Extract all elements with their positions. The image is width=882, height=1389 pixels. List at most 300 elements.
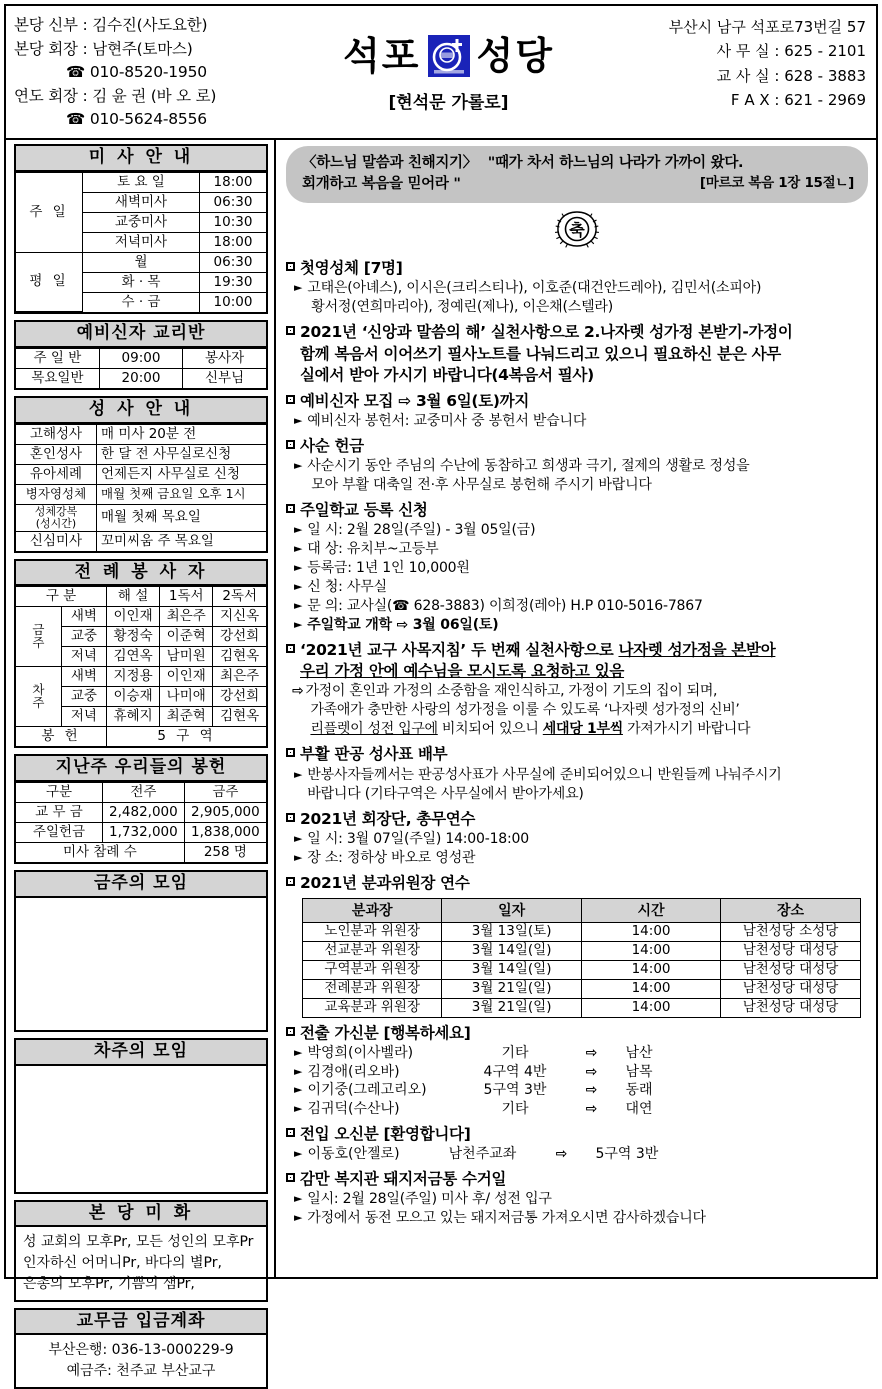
triangle-bullet-icon: ► bbox=[294, 523, 303, 537]
offering-col-division: 구분 bbox=[16, 783, 103, 803]
sacrament-detail: 꼬미씨움 주 목요일 bbox=[97, 531, 267, 551]
triangle-bullet-icon: ► bbox=[294, 1146, 303, 1160]
offering-summary-title: 지난주 우리들의 봉헌 bbox=[16, 756, 266, 782]
liturgy-mass-time: 새벽 bbox=[61, 607, 106, 627]
notice-subitem-text bbox=[307, 279, 868, 317]
notice-catechumen-recruitment bbox=[286, 391, 868, 431]
church-name-right: 성당 bbox=[476, 34, 554, 78]
offering-col-this-week: 금주 bbox=[184, 783, 266, 803]
catechumen-class-title: 예비신자 교리반 bbox=[16, 322, 266, 348]
yeondo-president-line: 연도 회장 : 김 윤 권 (바 오 로) bbox=[14, 86, 217, 105]
diocesan-note-text bbox=[305, 682, 868, 739]
liturgy-commentator: 이승재 bbox=[107, 687, 160, 707]
church-beautification-content bbox=[16, 1227, 266, 1299]
liturgy-volunteers-table bbox=[16, 586, 266, 746]
liturgy-mass-time: 새벽 bbox=[61, 667, 106, 687]
table-row bbox=[16, 368, 266, 388]
beautify-line: 인자하신 어머니Pr, 바다의 별Pr, bbox=[23, 1255, 222, 1272]
notice-heading-text: 전입 오신분 [환영합니다] bbox=[300, 1124, 471, 1143]
notice-heading bbox=[286, 322, 868, 385]
yeondo-president-phone: ☎ 010-5624-8556 bbox=[66, 110, 207, 129]
sacrament-detail: 매 미사 20분 전 bbox=[97, 424, 267, 444]
square-bullet-icon bbox=[286, 1027, 295, 1036]
table-row bbox=[16, 484, 266, 504]
committee-name: 선교분과 위원장 bbox=[303, 941, 442, 960]
office-phone-row bbox=[591, 39, 866, 63]
diocesan-note-line-3 bbox=[305, 720, 868, 739]
liturgy-volunteers-title: 전 례 봉 사 자 bbox=[16, 561, 266, 587]
quote-text-2: 회개하고 복음을 믿어라 " bbox=[302, 176, 461, 193]
offering-prev-value: 1,732,000 bbox=[103, 823, 185, 843]
sacrament-name-l1: 성체강복 bbox=[34, 505, 78, 519]
teacher-room-phone-row bbox=[591, 64, 866, 88]
table-row bbox=[16, 843, 266, 863]
notice-leadership-training bbox=[286, 809, 868, 868]
sacrament-info-title: 성 사 안 내 bbox=[16, 398, 266, 424]
sunday-school-date: 일 시: 2월 28일(주일) - 3월 05일(금) bbox=[307, 522, 536, 539]
liturgy-week-this: 금 주 bbox=[16, 607, 61, 667]
transfer-in-to: 5구역 3반 bbox=[595, 1145, 659, 1162]
offering-row-label: 주일헌금 bbox=[16, 823, 103, 843]
transfer-out-name: 박영희(이사벨라) bbox=[307, 1044, 414, 1061]
notice-heading bbox=[286, 809, 868, 830]
right-arrow-icon: ⇨ bbox=[585, 1044, 598, 1061]
fax-label: F A X : bbox=[730, 90, 780, 109]
bulletin-page bbox=[4, 4, 878, 1379]
chuk-stamp-icon bbox=[554, 209, 600, 249]
sunday-school-fee: 등록금: 1년 1인 10,000원 bbox=[307, 560, 470, 577]
mass-time: 10:30 bbox=[200, 212, 267, 232]
donation-account-block bbox=[14, 1308, 268, 1389]
confession-slip-line-1: 반봉사자들께서는 판공성사표가 사무실에 준비되어있으니 반원들께 나눠주시기 bbox=[307, 766, 782, 783]
committee-date: 3월 14일(일) bbox=[442, 960, 581, 979]
notice-diocesan-guideline bbox=[286, 640, 868, 739]
triangle-bullet-icon: ► bbox=[294, 850, 303, 864]
mass-name: 화 · 목 bbox=[83, 272, 200, 292]
sunday-school-contact: 문 의: 교사실(☎ 628-3883) 이희정(레아) H.P 010-5016-7867 bbox=[307, 598, 703, 615]
catechumen-class-table bbox=[16, 348, 266, 388]
meeting-this-week-block bbox=[14, 870, 268, 1032]
liturgy-reader2: 강선희 bbox=[213, 687, 266, 707]
sacrament-detail: 매월 첫째 목요일 bbox=[97, 504, 267, 531]
notice-first-communion bbox=[286, 258, 868, 317]
church-name-left: 석포 bbox=[343, 34, 421, 78]
notice-heading-text: 예비신자 모집 ⇨ 3월 6일(토)까지 bbox=[300, 391, 530, 410]
mass-name: 교중미사 bbox=[83, 212, 200, 232]
table-row bbox=[303, 941, 861, 960]
table-row bbox=[303, 922, 861, 941]
committee-time: 14:00 bbox=[581, 998, 720, 1017]
table-row bbox=[16, 531, 266, 551]
offering-col-prev-week: 전주 bbox=[103, 783, 185, 803]
offering-prev-value: 2,482,000 bbox=[103, 803, 185, 823]
triangle-bullet-icon: ► bbox=[294, 281, 303, 295]
notice-subitem bbox=[286, 412, 868, 431]
notice-subitem bbox=[286, 616, 868, 635]
president-phone: ☎ 010-8520-1950 bbox=[66, 63, 207, 82]
attendance-value: 258 명 bbox=[184, 843, 266, 863]
header-clergy-info bbox=[6, 6, 306, 138]
sunday-school-target: 대 상: 유치부~고등부 bbox=[307, 541, 439, 558]
table-row bbox=[16, 172, 266, 192]
catechumen-class-block bbox=[14, 320, 268, 390]
committee-name: 노인분과 위원장 bbox=[303, 922, 442, 941]
transfer-out-row bbox=[286, 1100, 868, 1119]
liturgy-mass-time: 저녁 bbox=[61, 647, 106, 667]
notice-heading bbox=[286, 873, 868, 894]
office-phone-value: 625 - 2101 bbox=[784, 42, 866, 61]
lent-offering-line-1: 사순시기 동안 주님의 수난에 동참하고 희생과 극기, 절제의 생활로 정성을 bbox=[307, 457, 750, 474]
year-of-faith-line-2: 함께 복음서 이어쓰기 필사노트를 나눠드리고 있으니 필요하신 분은 사무 bbox=[300, 344, 781, 363]
triangle-bullet-icon: ► bbox=[294, 1045, 303, 1059]
first-communion-names-2: 황서정(연희마리아), 정예린(제나), 이은채(스텔라) bbox=[311, 299, 613, 316]
quote-reference: [마르코 복음 1장 15절ㄴ] bbox=[699, 175, 854, 192]
church-subtitle: [현석문 가롤로] bbox=[388, 93, 509, 113]
notice-heading bbox=[286, 640, 868, 682]
triangle-bullet-icon: ► bbox=[294, 767, 303, 781]
transfer-out-from: 기타 bbox=[501, 1044, 529, 1061]
notice-heading bbox=[286, 258, 868, 279]
sunday-school-apply: 신 청: 사무실 bbox=[307, 579, 387, 596]
meeting-this-week-title: 금주의 모임 bbox=[16, 872, 266, 898]
notice-subitem-text bbox=[307, 457, 868, 495]
diocesan-line-1-wrap bbox=[300, 640, 868, 661]
transfer-out-from: 기타 bbox=[501, 1101, 529, 1118]
liturgy-offering-value: 5 구 역 bbox=[107, 727, 267, 747]
notice-heading bbox=[286, 436, 868, 457]
square-bullet-icon bbox=[286, 395, 295, 404]
transfer-out-name: 김경애(리오바) bbox=[307, 1063, 400, 1080]
notice-subitem bbox=[286, 559, 868, 578]
committee-col-name: 분과장 bbox=[303, 898, 442, 922]
notice-subitem bbox=[286, 457, 868, 495]
liturgy-col-division: 구 분 bbox=[16, 587, 107, 607]
notice-heading-text bbox=[300, 322, 868, 385]
committee-col-date: 일자 bbox=[442, 898, 581, 922]
notice-subitem-text bbox=[307, 766, 868, 804]
first-communion-names-1: 고태은(아녜스), 이시은(크리스티나), 이호준(대건안드레아), 김민서(소피아) bbox=[307, 280, 762, 297]
liturgy-reader1: 이인재 bbox=[160, 667, 213, 687]
sacrament-name: 병자영성체 bbox=[16, 484, 97, 504]
leadership-training-datetime: 일 시: 3월 07일(주일) 14:00-18:00 bbox=[307, 830, 529, 847]
offering-this-value: 1,838,000 bbox=[184, 823, 266, 843]
gospel-quote-box bbox=[286, 146, 868, 203]
header-title-area bbox=[306, 6, 591, 138]
mass-name: 월 bbox=[83, 252, 200, 272]
square-bullet-icon bbox=[286, 326, 295, 335]
diocesan-note-emphasis: 세대당 1부씩 bbox=[542, 721, 623, 738]
square-bullet-icon bbox=[286, 748, 295, 757]
liturgy-reader1: 나미애 bbox=[160, 687, 213, 707]
table-row bbox=[16, 252, 266, 272]
transfer-out-name: 김귀덕(수산나) bbox=[307, 1101, 400, 1118]
diocesan-note bbox=[286, 682, 868, 739]
liturgy-offering-label: 봉 헌 bbox=[16, 727, 107, 747]
committee-date: 3월 14일(일) bbox=[442, 941, 581, 960]
beautify-line: 성 교회의 모후Pr, 모든 성인의 모후Pr bbox=[23, 1234, 254, 1251]
committee-col-time: 시간 bbox=[581, 898, 720, 922]
president-line: 본당 회장 : 남현주(토마스) bbox=[14, 39, 193, 58]
sacrament-name: 유아세례 bbox=[16, 464, 97, 484]
committee-name: 전례분과 위원장 bbox=[303, 979, 442, 998]
teacher-room-label: 교 사 실 : bbox=[716, 66, 780, 85]
liturgy-reader2: 지신옥 bbox=[213, 607, 266, 627]
triangle-bullet-icon: ► bbox=[294, 599, 303, 613]
notice-subitem bbox=[286, 1190, 868, 1209]
transfer-out-to: 동래 bbox=[625, 1082, 653, 1099]
committee-time: 14:00 bbox=[581, 979, 720, 998]
committee-place: 남천성당 대성당 bbox=[721, 998, 860, 1017]
notice-heading-text: 주일학교 등록 신청 bbox=[300, 500, 428, 519]
notice-heading-text: 부활 판공 성사표 배부 bbox=[300, 745, 448, 764]
liturgy-reader1: 이준혁 bbox=[160, 627, 213, 647]
liturgy-mass-time: 교중 bbox=[61, 687, 106, 707]
sacrament-detail: 매월 첫째 금요일 오후 1시 bbox=[97, 484, 267, 504]
right-arrow-icon: ⇨ bbox=[555, 1145, 568, 1162]
mass-time: 18:00 bbox=[200, 232, 267, 252]
notice-subitem bbox=[286, 766, 868, 804]
diocesan-note-underlined: 리플렛이 성전 입구에 bbox=[310, 721, 438, 738]
triangle-bullet-icon: ► bbox=[294, 618, 303, 632]
notice-heading-text: 전출 가신분 [행복하세요] bbox=[300, 1023, 471, 1042]
notice-subitem bbox=[286, 279, 868, 317]
offering-summary-block bbox=[14, 754, 268, 864]
diocesan-line-1-pre: ‘2021년 교구 사목지침’ 두 번째 실천사항으로 bbox=[300, 641, 619, 660]
square-bullet-icon bbox=[286, 1173, 295, 1182]
year-of-faith-line-3: 실에서 받아 가시기 바랍니다(4복음서 필사) bbox=[300, 365, 594, 384]
catechumen-class-name: 주 일 반 bbox=[16, 348, 99, 368]
notice-sunday-school bbox=[286, 500, 868, 635]
transfer-in-row bbox=[286, 1145, 868, 1164]
notice-heading-text: 감만 복지관 돼지저금통 수거일 bbox=[300, 1169, 507, 1188]
notice-heading-text bbox=[300, 640, 868, 682]
bank-account-holder: 예금주: 천주교 부산교구 bbox=[66, 1362, 216, 1379]
bulletin-body bbox=[6, 140, 876, 1379]
table-row bbox=[16, 464, 266, 484]
right-arrow-icon: ⇨ bbox=[585, 1082, 598, 1099]
notice-subitem-text: 예비신자 봉헌서: 교중미사 중 봉헌서 받습니다 bbox=[307, 412, 587, 429]
diocesan-note-line-2: 가족애가 충만한 사랑의 성가정을 이룰 수 있도록 ‘나자렛 성가정의 신비’ bbox=[310, 702, 740, 719]
table-row bbox=[16, 348, 266, 368]
transfer-in-from: 남천주교좌 bbox=[448, 1145, 517, 1162]
triangle-bullet-icon: ► bbox=[294, 1102, 303, 1116]
notice-heading-text: 사순 헌금 bbox=[300, 436, 364, 455]
liturgy-commentator: 김연옥 bbox=[107, 647, 160, 667]
table-row bbox=[16, 803, 266, 823]
sacrament-name bbox=[16, 504, 97, 531]
catechumen-class-leader: 봉사자 bbox=[183, 348, 266, 368]
square-bullet-icon bbox=[286, 262, 295, 271]
triangle-bullet-icon: ► bbox=[294, 1191, 303, 1205]
liturgy-col-reading2: 2독서 bbox=[213, 587, 266, 607]
catechumen-class-time: 20:00 bbox=[99, 368, 182, 388]
triangle-bullet-icon: ► bbox=[294, 458, 303, 472]
committee-date: 3월 21일(일) bbox=[442, 998, 581, 1017]
table-row bbox=[16, 424, 266, 444]
notice-heading-text: 2021년 회장단, 총무연수 bbox=[300, 809, 476, 828]
right-arrow-icon: ⇨ bbox=[585, 1063, 598, 1080]
diocesan-note-end: 가져가시기 바랍니다 bbox=[622, 721, 751, 738]
committee-date: 3월 13일(토) bbox=[442, 922, 581, 941]
notice-subitem bbox=[286, 540, 868, 559]
notice-transfer-in bbox=[286, 1124, 868, 1164]
transfer-out-to: 남목 bbox=[625, 1063, 653, 1080]
transfer-out-from: 4구역 4반 bbox=[483, 1063, 547, 1080]
table-row bbox=[16, 444, 266, 464]
beautify-line: 은총의 모후Pr, 기쁨의 샘Pr, bbox=[23, 1275, 195, 1292]
pastor-line: 본당 신부 : 김수진(사도요한) bbox=[14, 16, 208, 34]
triangle-bullet-icon: ► bbox=[294, 580, 303, 594]
committee-time: 14:00 bbox=[581, 960, 720, 979]
liturgy-commentator: 황정숙 bbox=[107, 627, 160, 647]
donation-account-title: 교무금 입금계좌 bbox=[16, 1310, 266, 1336]
transfer-out-name: 이기중(그레고리오) bbox=[307, 1082, 427, 1099]
mass-name: 새벽미사 bbox=[83, 192, 200, 212]
mass-schedule-title: 미 사 안 내 bbox=[16, 146, 266, 172]
sacrament-detail: 한 달 전 사무실로신청 bbox=[97, 444, 267, 464]
sacrament-info-table bbox=[16, 424, 266, 551]
mass-name: 수 · 금 bbox=[83, 292, 200, 312]
sacrament-info-block bbox=[14, 396, 268, 553]
notice-transfer-out bbox=[286, 1023, 868, 1119]
committee-place: 남천성당 대성당 bbox=[721, 979, 860, 998]
donation-account-content bbox=[16, 1335, 266, 1386]
square-bullet-icon bbox=[286, 644, 295, 653]
notice-subitem bbox=[286, 521, 868, 540]
fax-value: 621 - 2969 bbox=[784, 90, 866, 109]
triangle-bullet-icon: ► bbox=[294, 1083, 303, 1097]
liturgy-reader1: 최은주 bbox=[160, 607, 213, 627]
mass-time: 18:00 bbox=[200, 172, 267, 192]
table-header-row bbox=[16, 783, 266, 803]
catechumen-class-name: 목요일반 bbox=[16, 368, 99, 388]
notice-heading bbox=[286, 1023, 868, 1044]
quote-prefix: 〈하느님 말씀과 친해지기〉 bbox=[302, 155, 477, 171]
liturgy-reader1: 남미원 bbox=[160, 647, 213, 667]
offering-this-value: 2,905,000 bbox=[184, 803, 266, 823]
liturgy-col-reading1: 1독서 bbox=[160, 587, 213, 607]
sacrament-name-l2: (성시간) bbox=[35, 516, 77, 530]
triangle-bullet-icon: ► bbox=[294, 1210, 303, 1224]
title-row bbox=[343, 35, 554, 77]
mass-schedule-block bbox=[14, 144, 268, 314]
attendance-label: 미사 참례 수 bbox=[16, 843, 184, 863]
notice-subitem bbox=[286, 1209, 868, 1228]
leadership-training-location: 장 소: 정하상 바오로 영성관 bbox=[307, 849, 476, 866]
quote-line-2 bbox=[302, 174, 854, 195]
liturgy-mass-time: 교중 bbox=[61, 627, 106, 647]
triangle-bullet-icon: ► bbox=[294, 831, 303, 845]
notice-heading bbox=[286, 391, 868, 412]
mass-name: 저녁미사 bbox=[83, 232, 200, 252]
mass-time: 06:30 bbox=[200, 192, 267, 212]
mass-time: 19:30 bbox=[200, 272, 267, 292]
liturgy-reader2: 김현옥 bbox=[213, 647, 266, 667]
catechumen-class-time: 09:00 bbox=[99, 348, 182, 368]
table-row bbox=[303, 979, 861, 998]
notice-easter-confession-slips bbox=[286, 744, 868, 803]
table-row bbox=[303, 960, 861, 979]
triangle-bullet-icon: ► bbox=[294, 413, 303, 427]
diocesan-line-2: 우리 가정 안에 예수님을 모시도록 요청하고 있음 bbox=[300, 662, 625, 681]
piggy-bank-request: 가정에서 동전 모으고 있는 돼지저금통 가져오시면 감사하겠습니다 bbox=[307, 1209, 706, 1226]
notice-heading bbox=[286, 1124, 868, 1145]
offering-summary-table bbox=[16, 782, 266, 862]
transfer-out-to: 남산 bbox=[625, 1044, 653, 1061]
table-header-row bbox=[303, 898, 861, 922]
square-bullet-icon bbox=[286, 877, 295, 886]
year-of-faith-line-1: 2021년 ‘신앙과 말씀의 해’ 실천사항으로 2.나자렛 성가정 본받기-가정이 bbox=[300, 323, 793, 342]
notice-committee-training bbox=[286, 873, 868, 1018]
committee-date: 3월 21일(일) bbox=[442, 979, 581, 998]
notice-subitem bbox=[286, 849, 868, 868]
transfer-out-row bbox=[286, 1044, 868, 1063]
right-arrow-icon: ⇨ bbox=[292, 683, 304, 700]
seokpo-church-logo bbox=[428, 35, 470, 77]
bulletin-header bbox=[6, 6, 876, 140]
header-contact-info bbox=[591, 6, 876, 138]
sidebar bbox=[6, 140, 276, 1379]
diocesan-note-mid: 비치되어 있으니 bbox=[437, 721, 543, 738]
committee-place: 남천성당 대성당 bbox=[721, 941, 860, 960]
liturgy-mass-time: 저녁 bbox=[61, 707, 106, 727]
notice-subitem bbox=[286, 830, 868, 849]
notice-heading bbox=[286, 1169, 868, 1190]
liturgy-reader1: 최준혁 bbox=[160, 707, 213, 727]
notice-year-of-faith bbox=[286, 322, 868, 385]
square-bullet-icon bbox=[286, 504, 295, 513]
notice-subitem bbox=[286, 578, 868, 597]
office-phone-label: 사 무 실 : bbox=[716, 42, 780, 61]
triangle-bullet-icon: ► bbox=[294, 1064, 303, 1078]
notice-piggy-bank-collection bbox=[286, 1169, 868, 1228]
committee-training-table bbox=[302, 898, 861, 1018]
transfer-in-name: 이동호(안젤로) bbox=[307, 1145, 400, 1162]
mass-time: 06:30 bbox=[200, 252, 267, 272]
committee-place: 남천성당 대성당 bbox=[721, 960, 860, 979]
committee-name: 구역분과 위원장 bbox=[303, 960, 442, 979]
bank-account-number: 부산은행: 036-13-000229-9 bbox=[48, 1342, 234, 1359]
square-bullet-icon bbox=[286, 813, 295, 822]
notice-subitem bbox=[286, 597, 868, 616]
church-beautification-block bbox=[14, 1200, 268, 1302]
table-header-row bbox=[16, 587, 266, 607]
piggy-bank-datetime: 일시: 2월 28일(주일) 미사 후/ 성전 입구 bbox=[307, 1190, 552, 1207]
sacrament-name: 신심미사 bbox=[16, 531, 97, 551]
transfer-out-row bbox=[286, 1081, 868, 1100]
table-row bbox=[16, 667, 266, 687]
lent-offering-line-2: 모아 부활 대축일 전·후 사무실로 봉헌해 주시기 바랍니다 bbox=[311, 476, 652, 493]
liturgy-reader2: 최은주 bbox=[213, 667, 266, 687]
sacrament-name: 혼인성사 bbox=[16, 444, 97, 464]
square-bullet-icon bbox=[286, 1128, 295, 1137]
catechumen-class-leader: 신부님 bbox=[183, 368, 266, 388]
committee-name: 교육분과 위원장 bbox=[303, 998, 442, 1017]
mass-group-sunday: 주 일 bbox=[16, 172, 83, 252]
liturgy-col-commentary: 해 설 bbox=[107, 587, 160, 607]
liturgy-commentator: 지정용 bbox=[107, 667, 160, 687]
table-row bbox=[303, 998, 861, 1017]
transfer-out-from: 5구역 3반 bbox=[483, 1082, 547, 1099]
quote-line-1 bbox=[302, 153, 854, 174]
liturgy-reader2: 강선희 bbox=[213, 627, 266, 647]
liturgy-commentator: 휴혜지 bbox=[107, 707, 160, 727]
table-row bbox=[16, 607, 266, 627]
table-row bbox=[16, 727, 266, 747]
church-address: 부산시 남구 석포로73번길 57 bbox=[668, 18, 866, 36]
chuk-character: 축 bbox=[569, 220, 585, 240]
liturgy-volunteers-block bbox=[14, 559, 268, 749]
